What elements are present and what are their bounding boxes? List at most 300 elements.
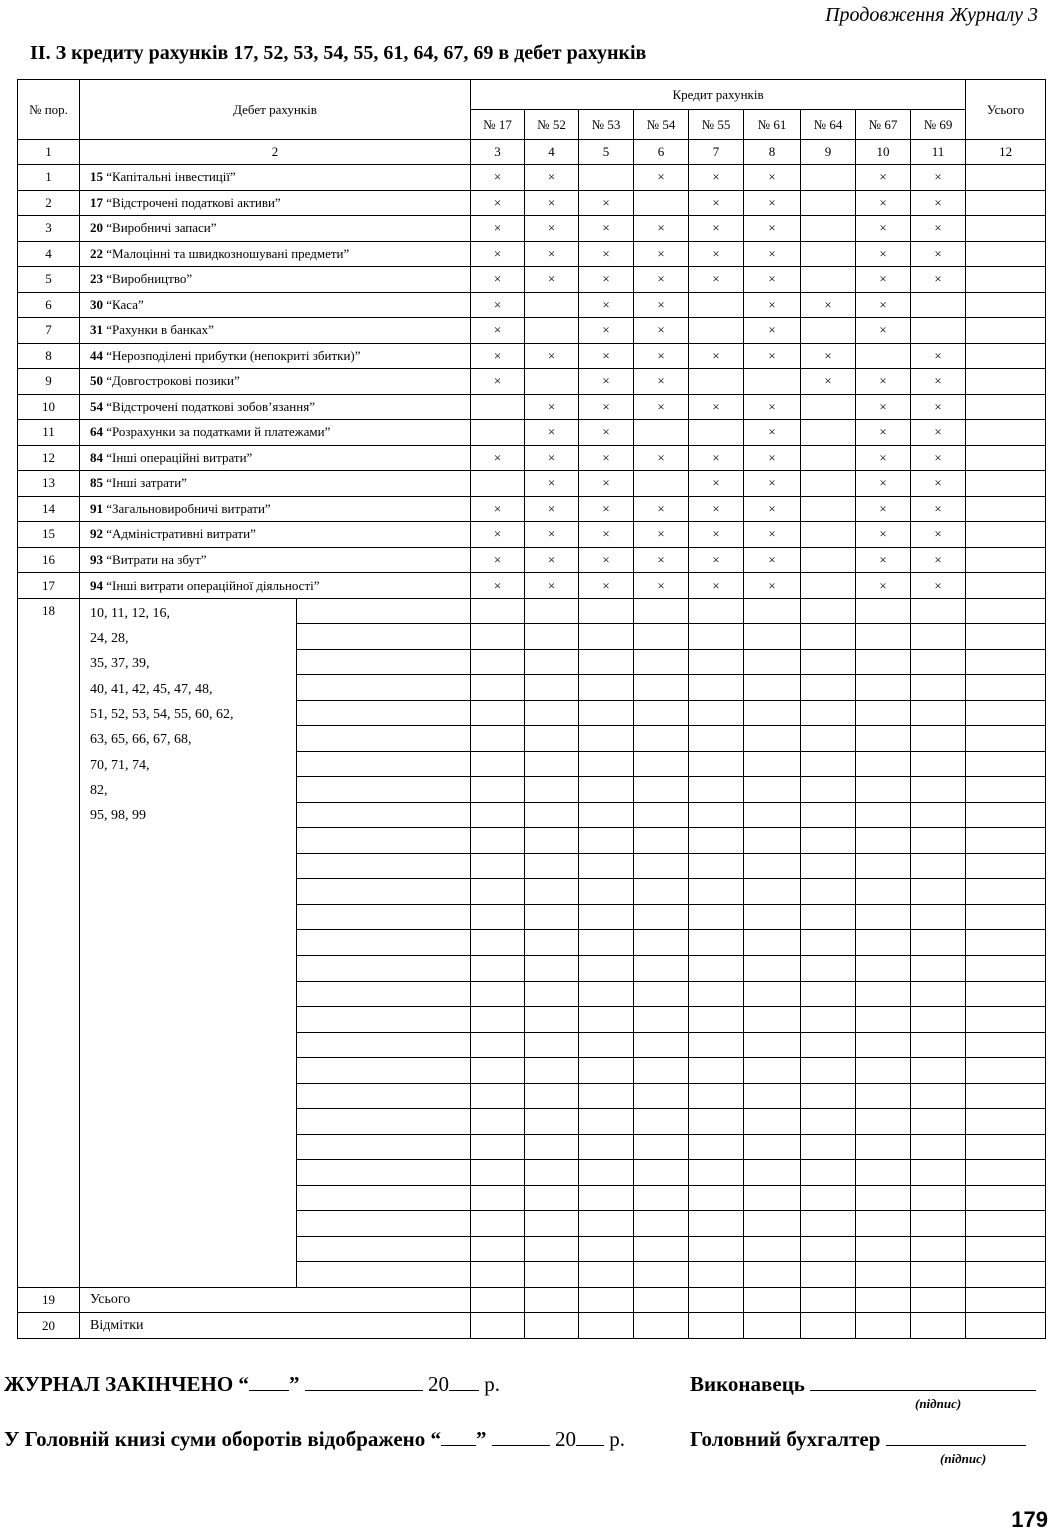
empty-cell[interactable] [579,904,634,930]
empty-cell[interactable] [525,1007,579,1033]
empty-cell[interactable] [579,624,634,650]
empty-cell[interactable] [471,777,525,803]
empty-cell[interactable] [689,292,744,318]
account-entry-cell[interactable] [297,802,471,828]
empty-cell[interactable] [689,1032,744,1058]
account-entry-cell[interactable] [297,904,471,930]
total-cell[interactable] [966,318,1046,344]
empty-cell[interactable] [689,904,744,930]
empty-cell[interactable] [579,1160,634,1186]
account-entry-cell[interactable] [297,930,471,956]
empty-cell[interactable] [856,1287,911,1313]
empty-cell[interactable] [579,1032,634,1058]
empty-cell[interactable] [579,1185,634,1211]
empty-cell[interactable] [634,930,689,956]
empty-cell[interactable] [856,1007,911,1033]
account-entry-cell[interactable] [297,981,471,1007]
empty-cell[interactable] [689,981,744,1007]
empty-cell[interactable] [471,802,525,828]
empty-cell[interactable] [579,802,634,828]
account-entry-cell[interactable] [297,828,471,854]
empty-cell[interactable] [966,751,1046,777]
empty-cell[interactable] [579,751,634,777]
empty-cell[interactable] [471,955,525,981]
account-entry-cell[interactable] [297,1185,471,1211]
empty-cell[interactable] [689,624,744,650]
day-blank-2[interactable] [441,1427,476,1446]
empty-cell[interactable] [634,1058,689,1084]
empty-cell[interactable] [634,1109,689,1135]
empty-cell[interactable] [471,1083,525,1109]
empty-cell[interactable] [579,1058,634,1084]
empty-cell[interactable] [634,1313,689,1339]
empty-cell[interactable] [525,1032,579,1058]
total-cell[interactable] [966,471,1046,497]
empty-cell[interactable] [801,828,856,854]
empty-cell[interactable] [801,1160,856,1186]
empty-cell[interactable] [856,904,911,930]
empty-cell[interactable] [689,853,744,879]
empty-cell[interactable] [634,853,689,879]
empty-cell[interactable] [744,1160,801,1186]
empty-cell[interactable] [579,1262,634,1288]
empty-cell[interactable] [471,394,525,420]
empty-cell[interactable] [689,369,744,395]
empty-cell[interactable] [689,318,744,344]
total-cell[interactable] [966,420,1046,446]
empty-cell[interactable] [856,1032,911,1058]
empty-cell[interactable] [911,675,966,701]
empty-cell[interactable] [911,1058,966,1084]
empty-cell[interactable] [911,1160,966,1186]
empty-cell[interactable] [689,1160,744,1186]
empty-cell[interactable] [911,700,966,726]
empty-cell[interactable] [471,1211,525,1237]
empty-cell[interactable] [744,700,801,726]
empty-cell[interactable] [801,267,856,293]
total-cell[interactable] [966,343,1046,369]
empty-cell[interactable] [689,1134,744,1160]
empty-cell[interactable] [966,1134,1046,1160]
empty-cell[interactable] [911,1287,966,1313]
empty-cell[interactable] [801,904,856,930]
empty-cell[interactable] [471,1236,525,1262]
empty-cell[interactable] [744,1262,801,1288]
total-cell[interactable] [966,496,1046,522]
empty-cell[interactable] [689,1313,744,1339]
account-entry-cell[interactable] [297,955,471,981]
empty-cell[interactable] [856,1160,911,1186]
empty-cell[interactable] [911,1109,966,1135]
empty-cell[interactable] [744,675,801,701]
empty-cell[interactable] [911,726,966,752]
empty-cell[interactable] [525,624,579,650]
empty-cell[interactable] [471,1109,525,1135]
empty-cell[interactable] [856,802,911,828]
empty-cell[interactable] [634,777,689,803]
empty-cell[interactable] [525,1083,579,1109]
empty-cell[interactable] [911,1007,966,1033]
empty-cell[interactable] [911,777,966,803]
empty-cell[interactable] [801,1211,856,1237]
empty-cell[interactable] [689,1185,744,1211]
empty-cell[interactable] [525,700,579,726]
account-entry-cell[interactable] [297,700,471,726]
empty-cell[interactable] [856,726,911,752]
empty-cell[interactable] [744,1236,801,1262]
empty-cell[interactable] [966,1262,1046,1288]
empty-cell[interactable] [801,1007,856,1033]
empty-cell[interactable] [579,853,634,879]
empty-cell[interactable] [525,930,579,956]
empty-cell[interactable] [911,1185,966,1211]
empty-cell[interactable] [689,598,744,624]
empty-cell[interactable] [911,1083,966,1109]
empty-cell[interactable] [525,318,579,344]
empty-cell[interactable] [525,751,579,777]
empty-cell[interactable] [911,1236,966,1262]
empty-cell[interactable] [744,955,801,981]
empty-cell[interactable] [525,802,579,828]
month-blank[interactable] [305,1372,423,1391]
empty-cell[interactable] [966,624,1046,650]
total-cell[interactable] [966,292,1046,318]
account-entry-cell[interactable] [297,1160,471,1186]
total-cell[interactable] [966,394,1046,420]
empty-cell[interactable] [689,700,744,726]
empty-cell[interactable] [856,675,911,701]
empty-cell[interactable] [801,522,856,548]
empty-cell[interactable] [856,777,911,803]
empty-cell[interactable] [634,1185,689,1211]
empty-cell[interactable] [744,930,801,956]
empty-cell[interactable] [579,1083,634,1109]
empty-cell[interactable] [801,955,856,981]
empty-cell[interactable] [966,1185,1046,1211]
empty-cell[interactable] [801,675,856,701]
empty-cell[interactable] [911,1262,966,1288]
empty-cell[interactable] [634,1032,689,1058]
empty-cell[interactable] [801,777,856,803]
empty-cell[interactable] [634,1083,689,1109]
empty-cell[interactable] [525,879,579,905]
empty-cell[interactable] [689,726,744,752]
empty-cell[interactable] [689,879,744,905]
empty-cell[interactable] [801,241,856,267]
empty-cell[interactable] [471,751,525,777]
total-cell[interactable] [966,267,1046,293]
empty-cell[interactable] [744,751,801,777]
account-entry-cell[interactable] [297,1083,471,1109]
empty-cell[interactable] [856,1236,911,1262]
total-cell[interactable] [966,190,1046,216]
empty-cell[interactable] [579,981,634,1007]
empty-cell[interactable] [525,828,579,854]
total-cell[interactable] [966,547,1046,573]
total-cell[interactable] [966,369,1046,395]
empty-cell[interactable] [744,598,801,624]
account-entry-cell[interactable] [297,1262,471,1288]
empty-cell[interactable] [634,420,689,446]
account-entry-cell[interactable] [297,751,471,777]
empty-cell[interactable] [525,649,579,675]
chief-signature-blank[interactable] [886,1427,1026,1446]
empty-cell[interactable] [689,1007,744,1033]
empty-cell[interactable] [966,930,1046,956]
empty-cell[interactable] [634,1134,689,1160]
empty-cell[interactable] [744,1032,801,1058]
empty-cell[interactable] [744,1007,801,1033]
empty-cell[interactable] [911,1134,966,1160]
empty-cell[interactable] [856,1109,911,1135]
empty-cell[interactable] [801,1185,856,1211]
empty-cell[interactable] [689,955,744,981]
empty-cell[interactable] [471,1032,525,1058]
empty-cell[interactable] [856,1211,911,1237]
empty-cell[interactable] [856,981,911,1007]
account-entry-cell[interactable] [297,777,471,803]
empty-cell[interactable] [966,649,1046,675]
empty-cell[interactable] [525,1109,579,1135]
empty-cell[interactable] [856,853,911,879]
empty-cell[interactable] [689,777,744,803]
empty-cell[interactable] [634,726,689,752]
empty-cell[interactable] [689,930,744,956]
empty-cell[interactable] [744,1134,801,1160]
day-blank[interactable] [249,1372,289,1391]
empty-cell[interactable] [744,624,801,650]
empty-cell[interactable] [634,1262,689,1288]
empty-cell[interactable] [471,879,525,905]
empty-cell[interactable] [525,853,579,879]
empty-cell[interactable] [634,471,689,497]
empty-cell[interactable] [801,445,856,471]
empty-cell[interactable] [966,1032,1046,1058]
empty-cell[interactable] [911,649,966,675]
empty-cell[interactable] [801,624,856,650]
empty-cell[interactable] [471,649,525,675]
empty-cell[interactable] [689,649,744,675]
empty-cell[interactable] [471,1134,525,1160]
account-entry-cell[interactable] [297,1109,471,1135]
empty-cell[interactable] [856,343,911,369]
empty-cell[interactable] [744,828,801,854]
account-entry-cell[interactable] [297,1007,471,1033]
empty-cell[interactable] [966,853,1046,879]
empty-cell[interactable] [801,1313,856,1339]
total-cell[interactable] [966,522,1046,548]
empty-cell[interactable] [801,394,856,420]
empty-cell[interactable] [744,879,801,905]
empty-cell[interactable] [966,879,1046,905]
empty-cell[interactable] [801,802,856,828]
empty-cell[interactable] [471,1287,525,1313]
empty-cell[interactable] [634,802,689,828]
empty-cell[interactable] [471,853,525,879]
empty-cell[interactable] [579,1134,634,1160]
empty-cell[interactable] [966,1109,1046,1135]
empty-cell[interactable] [525,777,579,803]
empty-cell[interactable] [471,1313,525,1339]
empty-cell[interactable] [911,1211,966,1237]
empty-cell[interactable] [801,649,856,675]
empty-cell[interactable] [856,828,911,854]
empty-cell[interactable] [579,1287,634,1313]
empty-cell[interactable] [579,1109,634,1135]
empty-cell[interactable] [579,955,634,981]
empty-cell[interactable] [471,1058,525,1084]
empty-cell[interactable] [689,1236,744,1262]
empty-cell[interactable] [744,726,801,752]
empty-cell[interactable] [744,1109,801,1135]
empty-cell[interactable] [856,930,911,956]
total-cell[interactable] [966,445,1046,471]
empty-cell[interactable] [911,802,966,828]
empty-cell[interactable] [744,981,801,1007]
empty-cell[interactable] [471,904,525,930]
empty-cell[interactable] [525,726,579,752]
empty-cell[interactable] [966,828,1046,854]
empty-cell[interactable] [689,1287,744,1313]
empty-cell[interactable] [966,904,1046,930]
account-entry-cell[interactable] [297,598,471,624]
empty-cell[interactable] [856,1313,911,1339]
empty-cell[interactable] [634,1007,689,1033]
empty-cell[interactable] [634,1236,689,1262]
empty-cell[interactable] [579,1007,634,1033]
empty-cell[interactable] [744,853,801,879]
empty-cell[interactable] [634,828,689,854]
empty-cell[interactable] [471,700,525,726]
empty-cell[interactable] [579,828,634,854]
empty-cell[interactable] [525,904,579,930]
account-entry-cell[interactable] [297,624,471,650]
empty-cell[interactable] [966,726,1046,752]
empty-cell[interactable] [801,547,856,573]
empty-cell[interactable] [801,165,856,191]
empty-cell[interactable] [579,1211,634,1237]
empty-cell[interactable] [689,420,744,446]
empty-cell[interactable] [744,904,801,930]
empty-cell[interactable] [634,1211,689,1237]
empty-cell[interactable] [689,802,744,828]
empty-cell[interactable] [525,369,579,395]
empty-cell[interactable] [525,1313,579,1339]
empty-cell[interactable] [744,1287,801,1313]
empty-cell[interactable] [525,598,579,624]
account-entry-cell[interactable] [297,879,471,905]
empty-cell[interactable] [634,904,689,930]
account-entry-cell[interactable] [297,675,471,701]
empty-cell[interactable] [579,165,634,191]
empty-cell[interactable] [801,930,856,956]
empty-cell[interactable] [634,675,689,701]
empty-cell[interactable] [966,802,1046,828]
empty-cell[interactable] [966,1007,1046,1033]
empty-cell[interactable] [689,828,744,854]
empty-cell[interactable] [525,1211,579,1237]
empty-cell[interactable] [634,190,689,216]
account-entry-cell[interactable] [297,1032,471,1058]
empty-cell[interactable] [634,1160,689,1186]
empty-cell[interactable] [801,1109,856,1135]
empty-cell[interactable] [856,624,911,650]
year-blank[interactable] [449,1372,479,1391]
total-cell[interactable] [966,165,1046,191]
executor-signature-blank[interactable] [810,1372,1036,1391]
empty-cell[interactable] [579,726,634,752]
empty-cell[interactable] [471,1185,525,1211]
empty-cell[interactable] [579,930,634,956]
empty-cell[interactable] [744,369,801,395]
empty-cell[interactable] [689,1262,744,1288]
empty-cell[interactable] [911,624,966,650]
empty-cell[interactable] [911,318,966,344]
empty-cell[interactable] [911,904,966,930]
empty-cell[interactable] [801,981,856,1007]
empty-cell[interactable] [744,1058,801,1084]
empty-cell[interactable] [856,598,911,624]
empty-cell[interactable] [801,751,856,777]
empty-cell[interactable] [911,828,966,854]
empty-cell[interactable] [689,1058,744,1084]
empty-cell[interactable] [801,471,856,497]
empty-cell[interactable] [911,1032,966,1058]
empty-cell[interactable] [856,1185,911,1211]
account-entry-cell[interactable] [297,853,471,879]
empty-cell[interactable] [966,1211,1046,1237]
total-cell[interactable] [966,216,1046,242]
empty-cell[interactable] [634,649,689,675]
empty-cell[interactable] [966,1160,1046,1186]
empty-cell[interactable] [744,777,801,803]
month-blank-2[interactable] [492,1427,550,1446]
empty-cell[interactable] [579,777,634,803]
account-entry-cell[interactable] [297,1134,471,1160]
empty-cell[interactable] [966,1058,1046,1084]
empty-cell[interactable] [966,675,1046,701]
empty-cell[interactable] [689,1083,744,1109]
empty-cell[interactable] [744,1185,801,1211]
empty-cell[interactable] [634,879,689,905]
empty-cell[interactable] [966,598,1046,624]
empty-cell[interactable] [525,675,579,701]
empty-cell[interactable] [801,496,856,522]
empty-cell[interactable] [801,700,856,726]
empty-cell[interactable] [471,624,525,650]
empty-cell[interactable] [689,751,744,777]
empty-cell[interactable] [911,879,966,905]
empty-cell[interactable] [744,1211,801,1237]
empty-cell[interactable] [801,1058,856,1084]
empty-cell[interactable] [634,751,689,777]
empty-cell[interactable] [911,751,966,777]
empty-cell[interactable] [634,981,689,1007]
empty-cell[interactable] [744,802,801,828]
empty-cell[interactable] [471,471,525,497]
empty-cell[interactable] [966,1236,1046,1262]
empty-cell[interactable] [911,981,966,1007]
empty-cell[interactable] [856,1262,911,1288]
empty-cell[interactable] [525,1236,579,1262]
empty-cell[interactable] [525,1134,579,1160]
empty-cell[interactable] [966,700,1046,726]
empty-cell[interactable] [634,700,689,726]
empty-cell[interactable] [801,1083,856,1109]
empty-cell[interactable] [471,1262,525,1288]
empty-cell[interactable] [856,955,911,981]
empty-cell[interactable] [856,1083,911,1109]
